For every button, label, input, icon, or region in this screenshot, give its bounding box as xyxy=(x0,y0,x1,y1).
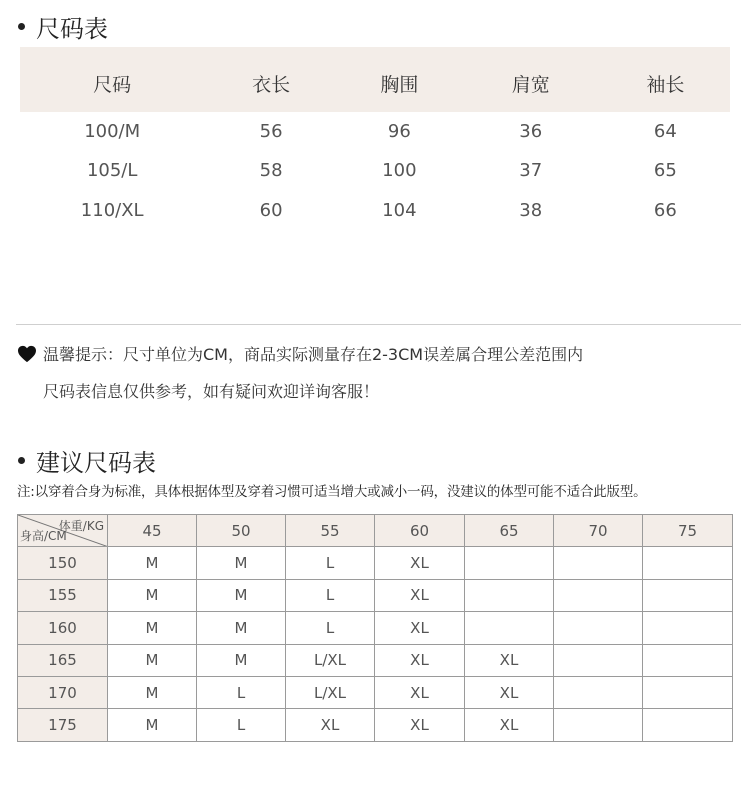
weight-header: 50 xyxy=(197,515,286,547)
notice-text-2: 尺码表信息仅供参考，如有疑问欢迎详询客服！ xyxy=(43,382,380,401)
notice-line-1 xyxy=(17,342,583,365)
table-cell: 37 xyxy=(519,159,543,181)
size-cell: L xyxy=(197,676,286,708)
size-cell xyxy=(643,547,733,579)
table-cell: 60 xyxy=(259,199,283,221)
table-row xyxy=(18,644,733,676)
size-cell: XL xyxy=(286,709,375,741)
size-cell: M xyxy=(108,709,197,741)
size-cell xyxy=(643,612,733,644)
size-cell xyxy=(554,612,643,644)
size-cell: M xyxy=(197,612,286,644)
weight-header: 65 xyxy=(465,515,554,547)
size-cell xyxy=(465,579,554,611)
size-cell: XL xyxy=(375,579,465,611)
recommend-title-text: 建议尺码表 xyxy=(36,449,156,477)
recommend-header-row xyxy=(18,515,733,547)
recommend-table xyxy=(17,514,733,742)
size-cell: M xyxy=(108,676,197,708)
size-cell: L xyxy=(286,547,375,579)
size-cell xyxy=(554,579,643,611)
size-cell: M xyxy=(108,579,197,611)
size-cell xyxy=(643,644,733,676)
section-divider xyxy=(16,324,741,325)
corner-height-label: 身高/CM xyxy=(20,529,67,544)
size-cell: XL xyxy=(465,676,554,708)
height-label: 170 xyxy=(18,676,108,708)
corner-cell xyxy=(18,515,108,547)
size-chart-title-text: 尺码表 xyxy=(36,15,108,43)
size-cell: XL xyxy=(375,547,465,579)
size-cell xyxy=(465,547,554,579)
weight-header: 70 xyxy=(554,515,643,547)
size-chart-table xyxy=(20,47,730,230)
size-cell: L xyxy=(286,579,375,611)
recommend-note: 注:以穿着合身为标准，具体根据体型及穿着习惯可适当增大或减小一码，没建议的体型可能不适合此版型。 xyxy=(17,484,647,500)
size-cell: L xyxy=(286,612,375,644)
size-cell: XL xyxy=(465,709,554,741)
size-cell xyxy=(643,709,733,741)
header-chest: 胸围 xyxy=(338,47,461,112)
size-cell: XL xyxy=(375,612,465,644)
size-cell: L/XL xyxy=(286,676,375,708)
table-cell: 96 xyxy=(387,120,411,142)
size-chart-title xyxy=(18,9,108,44)
header-shoulder: 肩宽 xyxy=(461,47,601,112)
heart-icon xyxy=(17,345,37,363)
size-cell xyxy=(554,709,643,741)
table-cell: 56 xyxy=(259,120,283,142)
table-cell: 58 xyxy=(259,159,283,181)
size-cell: XL xyxy=(375,644,465,676)
size-cell: XL xyxy=(375,709,465,741)
height-label: 175 xyxy=(18,709,108,741)
table-cell: 65 xyxy=(653,159,677,181)
notice-text-1: 温馨提示：尺寸单位为CM，商品实际测量存在2-3CM误差属合理公差范围内 xyxy=(43,345,584,364)
table-row xyxy=(20,112,730,150)
size-cell: XL xyxy=(375,676,465,708)
size-cell: XL xyxy=(465,644,554,676)
size-cell xyxy=(554,644,643,676)
table-row xyxy=(20,190,730,230)
size-cell: M xyxy=(197,547,286,579)
size-chart-header-row xyxy=(20,47,730,112)
table-cell: 100/M xyxy=(84,120,141,142)
height-label: 165 xyxy=(18,644,108,676)
recommend-title xyxy=(18,443,156,478)
size-cell: L/XL xyxy=(286,644,375,676)
size-cell: M xyxy=(108,612,197,644)
table-row xyxy=(18,547,733,579)
table-cell: 36 xyxy=(519,120,543,142)
height-label: 155 xyxy=(18,579,108,611)
recommend-body xyxy=(18,547,733,741)
size-cell: M xyxy=(108,644,197,676)
notice-line-2 xyxy=(43,379,379,402)
header-size: 尺码 xyxy=(20,47,204,112)
height-label: 150 xyxy=(18,547,108,579)
table-cell: 100 xyxy=(382,159,417,181)
size-cell: M xyxy=(108,547,197,579)
header-sleeve: 袖长 xyxy=(601,47,730,112)
weight-header: 60 xyxy=(375,515,465,547)
size-cell: M xyxy=(197,644,286,676)
table-row xyxy=(18,676,733,708)
bullet-icon xyxy=(18,457,25,464)
table-cell: 64 xyxy=(653,120,677,142)
size-cell: L xyxy=(197,709,286,741)
table-row xyxy=(18,612,733,644)
header-length: 衣长 xyxy=(204,47,338,112)
table-row xyxy=(18,709,733,741)
size-cell xyxy=(465,612,554,644)
table-cell: 66 xyxy=(653,199,677,221)
bullet-icon xyxy=(18,23,25,30)
weight-header: 75 xyxy=(643,515,733,547)
table-cell: 110/XL xyxy=(80,199,144,221)
table-cell: 105/L xyxy=(86,159,138,181)
weight-header: 55 xyxy=(286,515,375,547)
table-cell: 104 xyxy=(382,199,417,221)
corner-weight-label: 体重/KG xyxy=(58,519,104,533)
table-row xyxy=(18,579,733,611)
table-row xyxy=(20,150,730,190)
size-cell: M xyxy=(197,579,286,611)
size-cell xyxy=(554,547,643,579)
height-label: 160 xyxy=(18,612,108,644)
size-cell xyxy=(554,676,643,708)
weight-header: 45 xyxy=(108,515,197,547)
size-cell xyxy=(643,676,733,708)
table-cell: 38 xyxy=(519,199,543,221)
size-cell xyxy=(643,579,733,611)
